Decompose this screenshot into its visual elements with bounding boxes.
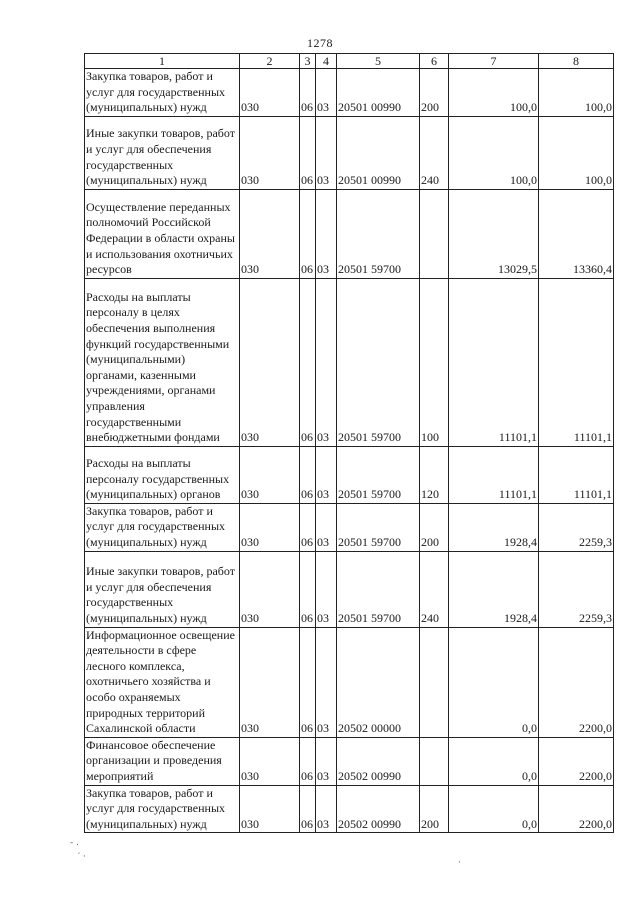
- row-subsection: 03: [316, 737, 337, 785]
- row-grbs-code: 030: [240, 278, 300, 446]
- row-amount-1: 100,0: [449, 116, 539, 189]
- row-section: 06: [300, 278, 316, 446]
- column-header: 8: [539, 54, 614, 69]
- row-target-code: 20502 00000: [337, 627, 420, 737]
- row-subsection: 03: [316, 69, 337, 117]
- row-amount-2: 11101,1: [539, 278, 614, 446]
- row-target-code: 20502 00990: [337, 785, 420, 833]
- table-row: [85, 116, 614, 189]
- row-amount-1: 1928,4: [449, 503, 539, 551]
- scan-artifact: ′ ·: [78, 852, 86, 862]
- row-amount-1: 13029,5: [449, 189, 539, 278]
- row-amount-2: 2259,3: [539, 503, 614, 551]
- row-expense-type: 240: [420, 116, 449, 189]
- row-expense-type: [420, 189, 449, 278]
- table-row: [85, 189, 614, 278]
- row-grbs-code: 030: [240, 737, 300, 785]
- row-section: 06: [300, 737, 316, 785]
- budget-table: [84, 53, 614, 833]
- row-target-code: 20501 00990: [337, 69, 420, 117]
- row-amount-2: 100,0: [539, 116, 614, 189]
- row-amount-1: 1928,4: [449, 551, 539, 627]
- row-grbs-code: 030: [240, 189, 300, 278]
- row-amount-1: 11101,1: [449, 446, 539, 503]
- table-row: [85, 785, 614, 833]
- page-number: 1278: [307, 36, 333, 50]
- row-amount-2: 13360,4: [539, 189, 614, 278]
- row-section: 06: [300, 627, 316, 737]
- column-header: 7: [449, 54, 539, 69]
- row-target-code: 20501 59700: [337, 446, 420, 503]
- row-name: Иные закупки товаров, работ и услуг для обеспечения государственных (муниципальных) нужд: [85, 551, 240, 627]
- row-expense-type: [420, 737, 449, 785]
- row-target-code: 20501 59700: [337, 278, 420, 446]
- table-row: [85, 503, 614, 551]
- row-expense-type: 200: [420, 785, 449, 833]
- row-section: 06: [300, 189, 316, 278]
- row-expense-type: 240: [420, 551, 449, 627]
- row-grbs-code: 030: [240, 446, 300, 503]
- row-grbs-code: 030: [240, 116, 300, 189]
- row-amount-2: 2259,3: [539, 551, 614, 627]
- row-amount-1: 0,0: [449, 737, 539, 785]
- row-expense-type: 200: [420, 69, 449, 117]
- row-subsection: 03: [316, 785, 337, 833]
- row-subsection: 03: [316, 551, 337, 627]
- row-name: Закупка товаров, работ и услуг для государственных (муниципальных) нужд: [85, 785, 240, 833]
- row-amount-1: 100,0: [449, 69, 539, 117]
- column-header: 2: [240, 54, 300, 69]
- row-amount-2: 11101,1: [539, 446, 614, 503]
- row-subsection: 03: [316, 503, 337, 551]
- row-amount-2: 100,0: [539, 69, 614, 117]
- row-section: 06: [300, 503, 316, 551]
- row-amount-1: 0,0: [449, 785, 539, 833]
- row-subsection: 03: [316, 116, 337, 189]
- row-expense-type: 120: [420, 446, 449, 503]
- row-subsection: 03: [316, 627, 337, 737]
- row-expense-type: [420, 627, 449, 737]
- row-section: 06: [300, 446, 316, 503]
- row-amount-1: 0,0: [449, 627, 539, 737]
- row-name: Расходы на выплаты персоналу государственных (муниципальных) органов: [85, 446, 240, 503]
- row-name: Информационное освещение деятельности в сфере лесного комплекса, охотничьего хозяйства и особо охраняемых природных территорий Сахалинской области: [85, 627, 240, 737]
- row-grbs-code: 030: [240, 627, 300, 737]
- row-amount-1: 11101,1: [449, 278, 539, 446]
- row-target-code: 20501 59700: [337, 189, 420, 278]
- row-grbs-code: 030: [240, 551, 300, 627]
- row-section: 06: [300, 785, 316, 833]
- scan-artifact: - .: [70, 838, 79, 848]
- table-row: [85, 69, 614, 117]
- row-target-code: 20501 59700: [337, 551, 420, 627]
- table-row: [85, 737, 614, 785]
- row-expense-type: 100: [420, 278, 449, 446]
- scan-artifact: ·: [458, 858, 461, 868]
- column-header: 1: [85, 54, 240, 69]
- row-name: Закупка товаров, работ и услуг для государственных (муниципальных) нужд: [85, 69, 240, 117]
- row-target-code: 20501 59700: [337, 503, 420, 551]
- table-header-row: [85, 54, 614, 69]
- table-row: [85, 551, 614, 627]
- row-grbs-code: 030: [240, 69, 300, 117]
- row-target-code: 20502 00990: [337, 737, 420, 785]
- row-section: 06: [300, 69, 316, 117]
- row-name: Закупка товаров, работ и услуг для государственных (муниципальных) нужд: [85, 503, 240, 551]
- row-subsection: 03: [316, 189, 337, 278]
- row-amount-2: 2200,0: [539, 785, 614, 833]
- row-grbs-code: 030: [240, 785, 300, 833]
- row-section: 06: [300, 116, 316, 189]
- column-header: 3: [300, 54, 316, 69]
- row-section: 06: [300, 551, 316, 627]
- row-amount-2: 2200,0: [539, 627, 614, 737]
- row-name: Осуществление переданных полномочий Российской Федерации в области охраны и использования охотничьих ресурсов: [85, 189, 240, 278]
- table-row: [85, 278, 614, 446]
- row-target-code: 20501 00990: [337, 116, 420, 189]
- row-amount-2: 2200,0: [539, 737, 614, 785]
- table-row: [85, 446, 614, 503]
- row-grbs-code: 030: [240, 503, 300, 551]
- row-name: Расходы на выплаты персоналу в целях обеспечения выполнения функций государственными (муниципальными) органами, казенными учреждениями, органами управления государственными внебюджетными фондами: [85, 278, 240, 446]
- column-header: 4: [316, 54, 337, 69]
- column-header: 5: [337, 54, 420, 69]
- row-subsection: 03: [316, 446, 337, 503]
- row-name: Финансовое обеспечение организации и проведения мероприятий: [85, 737, 240, 785]
- column-header: 6: [420, 54, 449, 69]
- row-subsection: 03: [316, 278, 337, 446]
- row-name: Иные закупки товаров, работ и услуг для обеспечения государственных (муниципальных) нужд: [85, 116, 240, 189]
- table-row: [85, 627, 614, 737]
- row-expense-type: 200: [420, 503, 449, 551]
